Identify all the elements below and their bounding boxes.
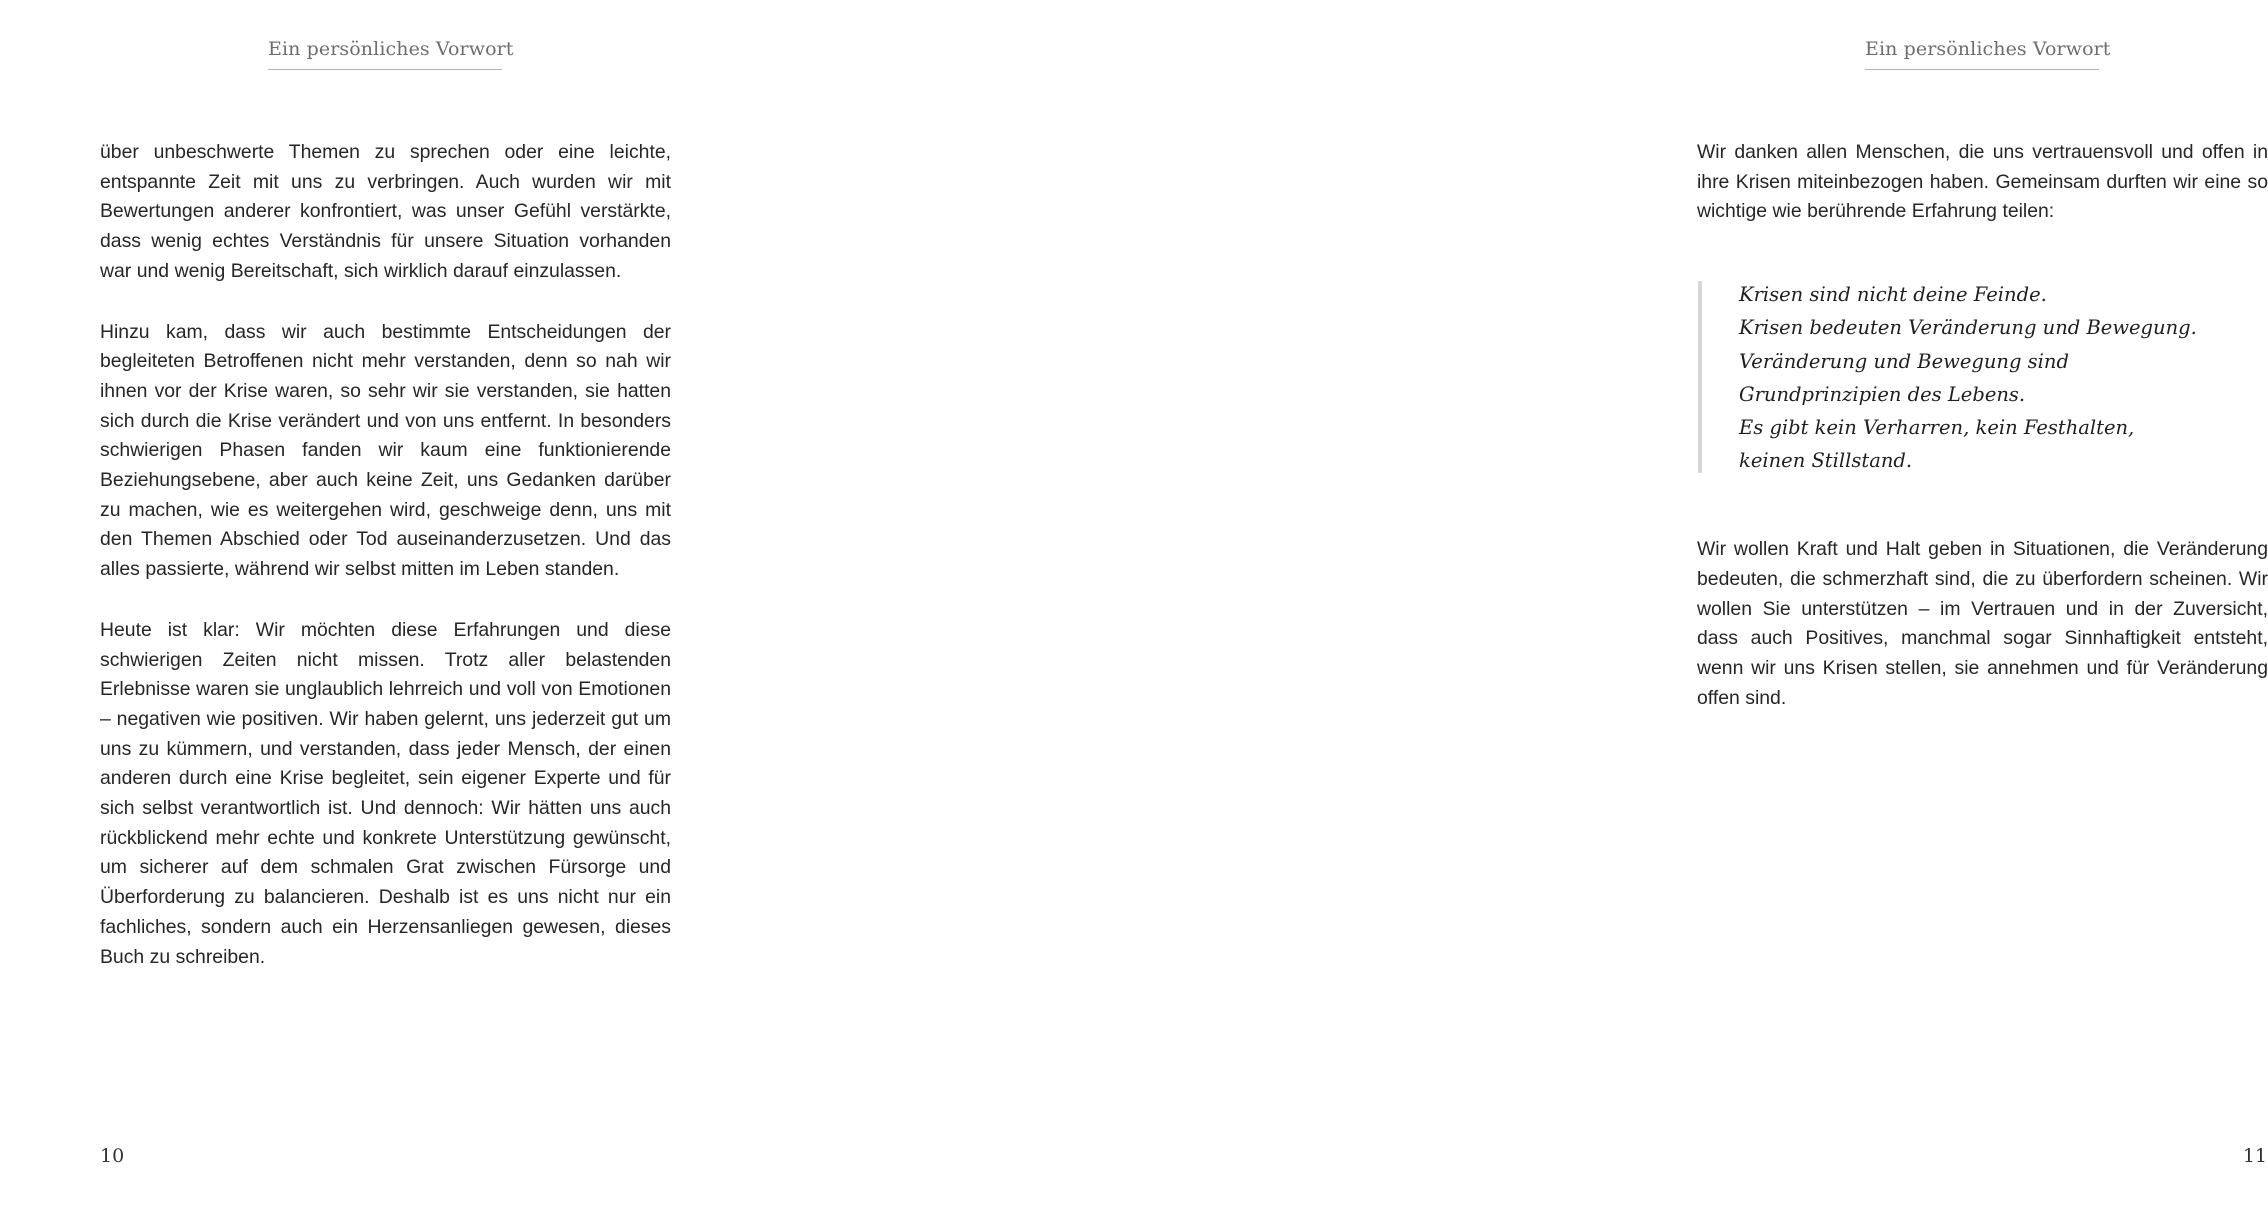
left-paragraph-1: über unbeschwerte Themen zu sprechen oder eine leichte, entspannte Zeit mit uns zu verbringen. Auch wurden wir mit Bewertungen anderer konfrontiert, was unser Gefühl verstärkte, dass wenig echtes Verständnis für unsere Situation vorhanden war und wenig Bereitschaft, sich wirklich darauf einzulassen. [100, 141, 671, 282]
left-paragraph-2: Hinzu kam, dass wir auch bestimmte Entscheidungen der begleiteten Betroffenen nicht mehr verstanden, denn so nah wir ihnen vor der Krise waren, so sehr wir sie verstanden, sie hatten sich durch die Krise verändert und von uns entfernt. In besonders schwierigen Phasen fanden wir kaum eine funktionierende Beziehungsebene, aber auch keine Zeit, uns Gedanken darüber zu machen, wie es weitergehen wird, geschweige denn, uns mit den Themen Abschied oder Tod auseinanderzusetzen. Und das alles passierte, während wir selbst mitten im Leben standen. [100, 320, 671, 581]
running-head-right [1865, 38, 2111, 70]
right-intro-paragraph: Wir danken allen Menschen, die uns vertrauensvoll und offen in ihre Krisen miteinbezogen haben. Gemeinsam durften wir eine so wichtige wie berührende Erfahrung teilen: [1697, 141, 2268, 223]
quote-line: Krisen sind nicht deine Feinde. [1739, 283, 2047, 307]
quote-line: Es gibt kein Verharren, kein Festhalten, [1739, 415, 2135, 439]
page-left [0, 0, 797, 1222]
running-head-left-text: Ein persönliches Vorwort [268, 38, 514, 60]
pull-quote [1697, 278, 2268, 477]
page-right [797, 0, 2268, 1222]
right-closing-paragraph: Wir wollen Kraft und Halt geben in Situationen, die Veränderung bedeuten, die schmerzhaft sind, die zu überfordern scheinen. Wir wollen Sie unterstützen – im Vertrauen und in der Zuversicht, dass auch Positives, manchmal sogar Sinnhaftigkeit entsteht, wenn wir uns Krisen stellen, sie annehmen und für Veränderung offen sind. [1697, 538, 2268, 709]
running-head-left [268, 38, 514, 70]
left-paragraph-3: Heute ist klar: Wir möchten diese Erfahrungen und diese schwierigen Zeiten nicht missen. Trotz aller belastenden Erlebnisse waren sie unglaublich lehrreich und voll von Emotionen – negativen wie positiven. Wir haben gelernt, uns jederzeit gut um uns zu kümmern, und verstanden, dass jeder Mensch, der einen anderen durch eine Krise begleitet, sein eigener Experte und für sich selbst verantwortlich ist. Und dennoch: Wir hätten uns auch rückblickend mehr echte und konkrete Unterstützung gewünscht, um sicherer auf dem schmalen Grat zwischen Fürsorge und Überforderung zu balancieren. Deshalb ist es uns nicht nur ein fachliches, sondern auch ein Herzensanliegen gewesen, dieses Buch zu schreiben. [100, 618, 671, 968]
running-head-left-rule [268, 69, 502, 70]
running-head-right-text: Ein persönliches Vorwort [1865, 38, 2111, 60]
right-page-text-column [1697, 138, 2268, 714]
quote-accent-bar [1698, 281, 1702, 473]
quote-line: Veränderung und Bewegung sind [1739, 349, 2069, 373]
running-head-right-rule [1865, 69, 2099, 70]
quote-line: keinen Stillstand. [1739, 449, 1913, 473]
quote-line: Krisen bedeuten Veränderung und Bewegung. [1739, 316, 2197, 340]
left-page-text-column [100, 138, 671, 972]
page-number-left: 10 [100, 1145, 125, 1167]
page-number-right: 11 [2242, 1145, 2267, 1167]
quote-line: Grundprinzipien des Lebens. [1739, 382, 2026, 406]
quote-lines [1739, 278, 2268, 477]
